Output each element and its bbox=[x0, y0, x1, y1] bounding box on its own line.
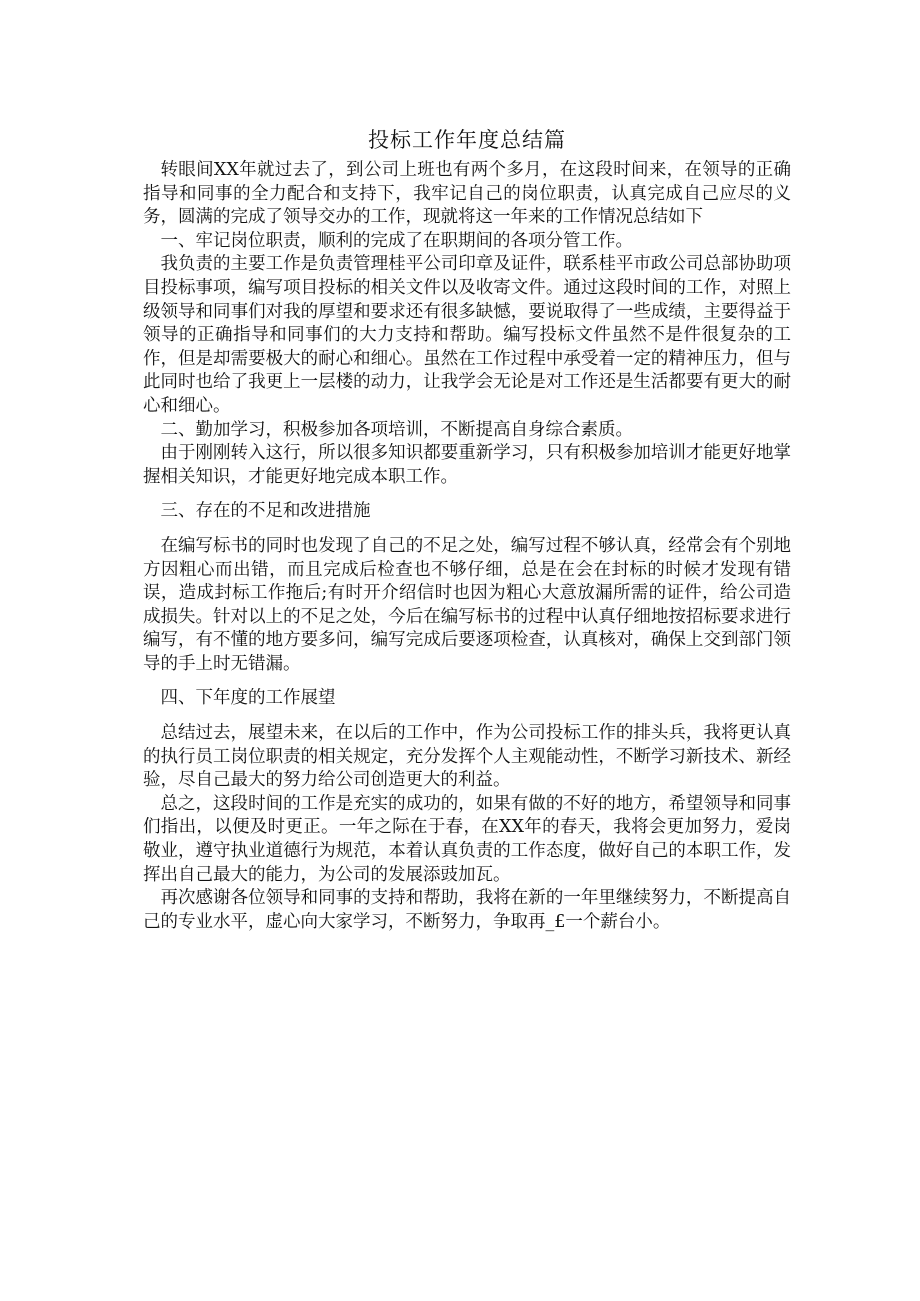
section-heading-2: 二、勤加学习，积极参加各项培训，不断提高自身综合素质。 bbox=[160, 419, 633, 440]
paragraph-outlook: 总结过去，展望未来，在以后的工作中，作为公司投标工作的排头兵，我将更认真的执行员工岗位职责的相关规定，充分发挥个人主观能动性，不断学习新技术、新经验，尽自己最大的努力给公司创造更大的利益。 bbox=[143, 723, 791, 791]
paragraph-shortcomings: 在编写标书的同时也发现了自己的不足之处，编写过程不够认真，经常会有个别地方因粗心而出错，而且完成后检查也不够仔细，总是在会在封标的时候才发现有错误，造成封标工作拖后;有时开介绍信时也因为粗心大意放漏所需的证件，给公司造成损失。针对以上的不足之处，今后在编写标书的过程中认真仔细地按招标要求进行编写，有不懂的地方要多问，编写完成后要逐项检查，认真核对，确保上交到部门领导的手上时无错漏。 bbox=[143, 535, 791, 674]
section-heading-4: 四、下年度的工作展望 bbox=[160, 688, 336, 709]
paragraph-summary: 总之，这段时间的工作是充实的成功的，如果有做的不好的地方，希望领导和同事们指出，以便及时更正。一年之际在于春，在XX年的春天，我将会更加努力，爱岗敬业，遵守执业道德行为规范，本着认真负责的工作态度，做好自己的本职工作，发挥出自己最大的能力，为公司的发展添豉加瓦。 bbox=[143, 793, 791, 885]
document-title: 投标工作年度总结篇 bbox=[368, 128, 566, 152]
section-heading-1: 一、牢记岗位职责，顺利的完成了在职期间的各项分管工作。 bbox=[160, 230, 633, 251]
paragraph-thanks: 再次感谢各位领导和同事的支持和帮助，我将在新的一年里继续努力，不断提高自己的专业水平，虚心向大家学习，不断努力，争取再_£一个薪台小。 bbox=[143, 888, 791, 932]
paragraph-training: 由于刚刚转入这行，所以很多知识都要重新学习，只有积极参加培训才能更好地掌握相关知识，才能更好地完成本职工作。 bbox=[143, 443, 791, 487]
section-heading-3: 三、存在的不足和改进措施 bbox=[160, 501, 371, 522]
document-page bbox=[143, 126, 791, 934]
paragraph-duties: 我负责的主要工作是负责管理桂平公司印章及证件，联系桂平市政公司总部协助项目投标事项，编写项目投标的相关文件以及收寄文件。通过这段时间的工作，对照上级领导和同事们对我的厚望和要求还有很多缺憾，要说取得了一些成绩，主要得益于领导的正确指导和同事们的大力支持和帮助。编写投标文件虽然不是件很复杂的工作，但是却需要极大的耐心和细心。虽然在工作过程中承受着一定的精神压力，但与此同时也给了我更上一层楼的动力，让我学会无论是对工作还是生活都要有更大的耐心和细心。 bbox=[143, 254, 791, 416]
paragraph-intro: 转眼间XX年就过去了，到公司上班也有两个多月，在这段时间来，在领导的正确指导和同事的全力配合和支持下，我牢记自己的岗位职责，认真完成自己应尽的义务，圆满的完成了领导交办的工作，现就将这一年来的工作情况总结如下 bbox=[143, 160, 791, 228]
